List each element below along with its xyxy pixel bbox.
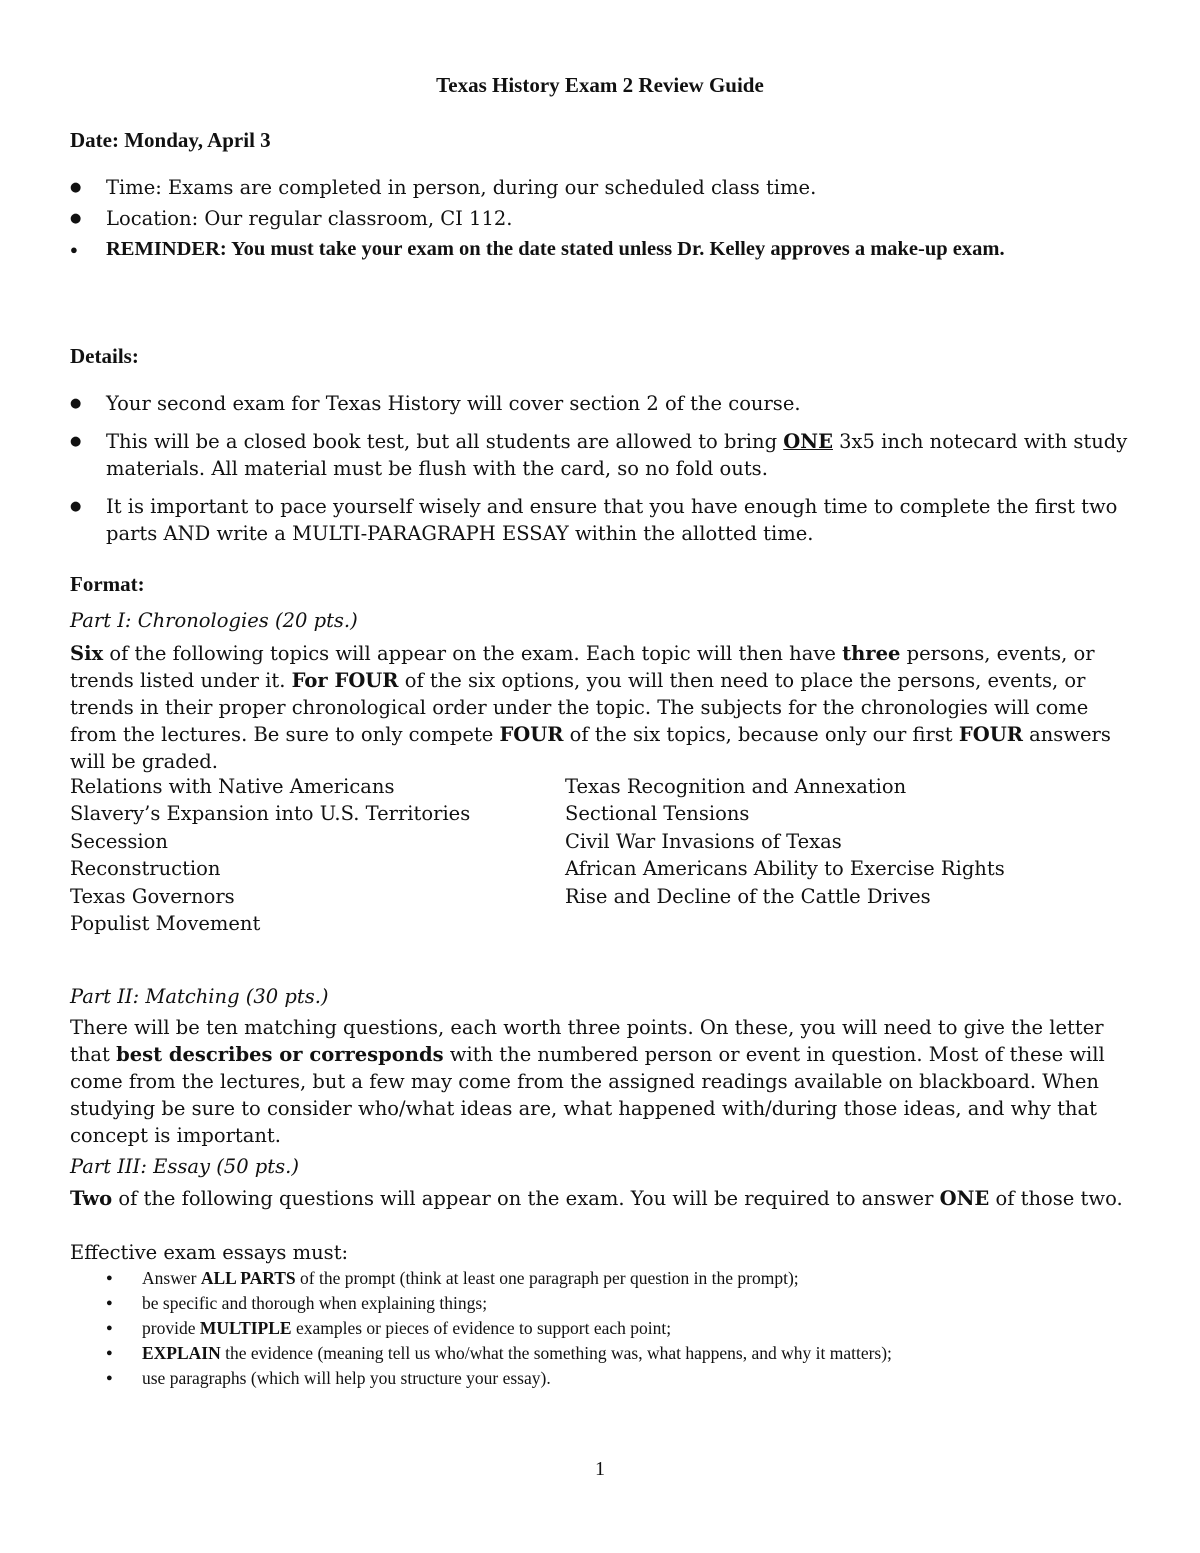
part3-two: Two	[70, 1187, 113, 1210]
notecard-text-pre: This will be a closed book test, but all students are allowed to bring	[106, 430, 784, 453]
topic-item: Texas Recognition and Annexation	[565, 775, 907, 798]
part3-heading: Part III: Essay (50 pts.)	[70, 1155, 299, 1178]
criteria-text: Answer	[142, 1268, 201, 1288]
topics-left-column	[70, 773, 470, 937]
part1-text-a: of the following topics will appear on the exam. Each topic will then have	[103, 642, 843, 665]
criteria-text: examples or pieces of evidence to support each point;	[291, 1318, 672, 1338]
essay-criteria-list	[70, 1266, 1150, 1391]
details-heading: Details:	[70, 344, 139, 368]
reminder-text: REMINDER: You must take your exam on the date stated unless Dr. Kelley approves a make-up exam.	[106, 238, 1005, 260]
part2-best-describes: best describes or corresponds	[116, 1043, 444, 1066]
part1-three: three	[842, 642, 901, 665]
part3-one: ONE	[939, 1187, 990, 1210]
criteria-item	[70, 1266, 1150, 1291]
topic-item: Slavery’s Expansion into U.S. Territories	[70, 802, 471, 826]
criteria-bold: EXPLAIN	[142, 1343, 221, 1363]
topics-right-column	[565, 773, 1005, 910]
info-list	[70, 172, 1130, 265]
part1-four-b: FOUR	[958, 723, 1023, 746]
page-number: 1	[595, 1458, 605, 1480]
criteria-text: of the prompt (think at least one paragraph per question in the prompt);	[295, 1268, 799, 1288]
part1-text-b: persons, events, or trends listed under it.	[70, 642, 1095, 692]
format-heading: Format:	[70, 572, 145, 596]
topic-item: Populist Movement	[70, 912, 261, 936]
part3-text-b: of those two.	[989, 1187, 1123, 1210]
part1-text-e: answers will be graded.	[70, 723, 1111, 773]
topic-item: African Americans Ability to Exercise Rights	[565, 857, 1005, 881]
part2-paragraph	[70, 1014, 1132, 1149]
info-time: ● Time: Exams are completed in person, during our scheduled class time.	[70, 172, 1130, 203]
topic-item: Relations with Native Americans	[70, 775, 395, 798]
part1-paragraph	[70, 640, 1130, 775]
topic-item: Texas Governors	[70, 884, 235, 908]
part1-for-four: For FOUR	[291, 669, 399, 692]
part3-text-a: of the following questions will appear on the exam. You will be required to answer	[112, 1187, 940, 1210]
notecard-one: ONE	[783, 430, 833, 453]
notecard-text-post: 3x5 inch notecard with study materials. All material must be flush with the card, so no fold outs.	[106, 430, 1128, 480]
info-reminder	[70, 234, 1130, 265]
info-location: ● Location: Our regular classroom, CI 112.	[70, 203, 1130, 234]
part1-heading: Part I: Chronologies (20 pts.)	[70, 609, 358, 632]
criteria-bold: ALL PARTS	[200, 1268, 296, 1288]
details-notecard	[70, 428, 1130, 482]
criteria-item: ● be specific and thorough when explaining things;	[70, 1291, 1150, 1316]
topic-item: Secession	[70, 829, 168, 853]
details-list	[70, 390, 1130, 558]
exam-date: Date: Monday, April 3	[70, 128, 271, 152]
part2-heading: Part II: Matching (30 pts.)	[70, 985, 329, 1008]
topic-item: Rise and Decline of the Cattle Drives	[565, 884, 931, 908]
criteria-bold: MULTIPLE	[199, 1318, 292, 1338]
part1-six: Six	[70, 642, 104, 665]
details-coverage: ● Your second exam for Texas History will cover section 2 of the course.	[70, 390, 1130, 417]
criteria-item	[70, 1341, 1150, 1366]
criteria-item	[70, 1316, 1150, 1341]
criteria-text: the evidence (meaning tell us who/what the something was, what happens, and why it matters);	[220, 1343, 892, 1363]
topic-item: Civil War Invasions of Texas	[565, 829, 842, 853]
topic-item: Reconstruction	[70, 857, 221, 881]
part1-text-c: of the six options, you will then need to place the persons, events, or trends in their proper chronological order under the topic. The subjects for the chronologies will come from the lectures. Be sure to only compete	[70, 669, 1089, 746]
criteria-text: provide	[142, 1318, 200, 1338]
part2-text-a: There will be ten matching questions, each worth three points. On these, you will need to give the letter that	[70, 1016, 1104, 1066]
part1-text-d: of the six topics, because only our first	[563, 723, 959, 746]
details-pacing: ● It is important to pace yourself wisely and ensure that you have enough time to complete the first two parts AND write a MULTI-PARAGRAPH ESSAY within the allotted time.	[70, 493, 1130, 547]
part3-paragraph	[70, 1185, 1132, 1212]
criteria-item: ● use paragraphs (which will help you structure your essay).	[70, 1366, 1150, 1391]
part2-text-b: with the numbered person or event in question. Most of these will come from the lectures, but a few may come from the assigned readings available on blackboard. When studying be sure to consider who/what ideas are, what happened with/during those ideas, and why that concept is important.	[70, 1043, 1105, 1147]
page-title: Texas History Exam 2 Review Guide	[436, 73, 764, 97]
topic-item: Sectional Tensions	[565, 802, 750, 826]
part1-four-a: FOUR	[499, 723, 564, 746]
effective-essays-intro: Effective exam essays must:	[70, 1241, 349, 1264]
